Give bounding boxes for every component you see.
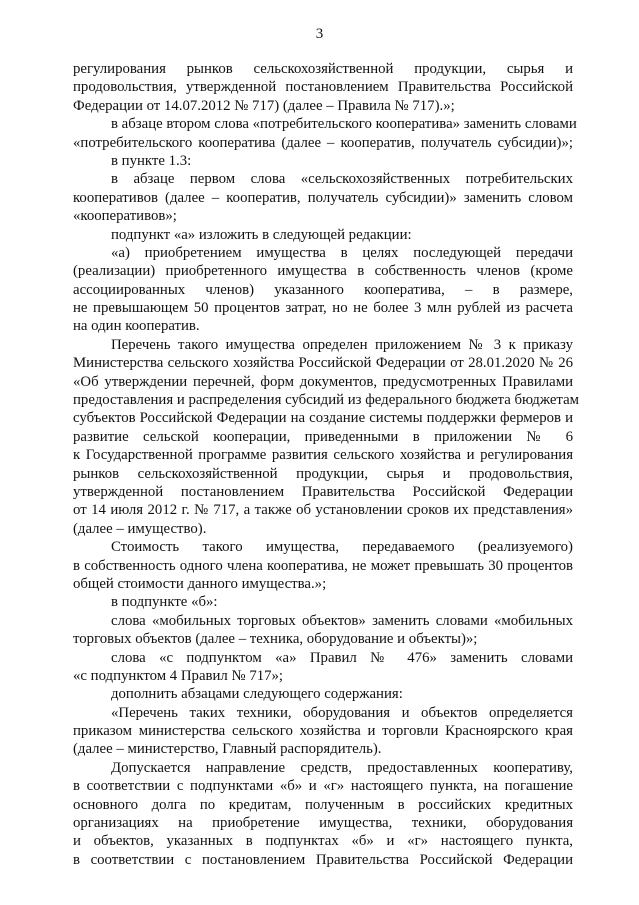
text-line: дополнить абзацами следующего содержания: xyxy=(111,686,403,703)
text-line: рынков сельскохозяйственной продукции, сырья и продовольствия, xyxy=(73,465,573,482)
text-line: к Государственной программе развития сельского хозяйства и регулирования xyxy=(73,447,573,464)
text-line: в подпункте «б»: xyxy=(111,594,218,611)
text-line: (далее – министерство, Главный распорядитель). xyxy=(73,741,382,758)
text-line: торговых объектов (далее – техника, оборудование и объекты)»; xyxy=(73,631,478,648)
text-line: (реализации) приобретенного имущества в собственность членов (кроме xyxy=(73,263,573,280)
text-line: в абзаце втором слова «потребительского кооператива» заменить словами xyxy=(111,116,577,133)
text-line: на один кооператив. xyxy=(73,318,200,335)
text-line: «с подпунктом 4 Правил № 717»; xyxy=(73,667,284,684)
text-line: не превышающем 50 процентов затрат, но не более 3 млн рублей из расчета xyxy=(73,300,573,317)
text-line: в пункте 1.3: xyxy=(111,152,192,169)
text-line: в соответствии с подпунктами «б» и «г» настоящего пункта, на погашение xyxy=(73,778,573,795)
text-line: Федерации от 14.07.2012 № 717) (далее – Правила № 717).»; xyxy=(73,97,455,114)
document-body xyxy=(73,60,580,869)
text-line: слова «мобильных торговых объектов» заменить словами «мобильных xyxy=(111,612,573,629)
text-line: организациях на приобретение имущества, техники, оборудования xyxy=(73,815,573,832)
text-line: подпункт «а» изложить в следующей редакции: xyxy=(111,226,412,243)
text-line: приказом министерства сельского хозяйства и торговли Красноярского края xyxy=(73,723,573,740)
text-line: субъектов Российской Федерации на создание системы поддержки фермеров и xyxy=(73,410,573,427)
text-line: ассоциированных членов) указанного кооператива, – в размере, xyxy=(73,281,573,298)
text-line: Перечень такого имущества определен приложением № 3 к приказу xyxy=(111,336,573,353)
text-line: «Перечень таких техники, оборудования и объектов определяется xyxy=(111,704,573,721)
text-line: в соответствии с постановлением Правительства Российской Федерации xyxy=(73,851,573,868)
text-line: Министерства сельского хозяйства Российской Федерации от 28.01.2020 № 26 xyxy=(73,355,573,372)
text-line: общей стоимости данного имущества.»; xyxy=(73,575,327,592)
text-line: утвержденной постановлением Правительства Российской Федерации xyxy=(73,483,573,500)
text-line: предоставления и распределения субсидий из федерального бюджета бюджетам xyxy=(73,392,580,409)
text-line: продовольствия, утвержденной постановлением Правительства Российской xyxy=(73,79,573,96)
text-line: «потребительского кооператива (далее – кооператив, получатель субсидии)»; xyxy=(73,134,573,151)
text-line: слова «с подпунктом «а» Правил № 476» заменить словами xyxy=(111,649,573,666)
text-line: «кооперативов»; xyxy=(73,208,177,225)
text-line: основного долга по кредитам, полученным в российских кредитных xyxy=(73,796,573,813)
text-line: в абзаце первом слова «сельскохозяйственных потребительских xyxy=(111,171,573,188)
text-line: (далее – имущество). xyxy=(73,520,207,537)
text-line: от 14 июля 2012 г. № 717, а также об установлении сроков их представления» xyxy=(73,502,573,519)
text-line: развитие сельской кооперации, приведенными в приложении № 6 xyxy=(73,428,573,445)
text-line: «а) приобретением имущества в целях последующей передачи xyxy=(111,244,573,261)
page-number: 3 xyxy=(315,26,324,42)
text-line: в собственность одного члена кооператива, не может превышать 30 процентов xyxy=(73,557,573,574)
text-line: Стоимость такого имущества, передаваемого (реализуемого) xyxy=(111,539,573,556)
text-line: кооперативов (далее – кооператив, получатель субсидии)» заменить словом xyxy=(73,189,573,206)
text-line: регулирования рынков сельскохозяйственной продукции, сырья и xyxy=(73,61,573,77)
text-line: и объектов, указанных в подпунктах «б» и «г» настоящего пункта, xyxy=(73,833,573,850)
text-line: Допускается направление средств, предоставленных кооперативу, xyxy=(111,759,573,776)
text-line: «Об утверждении перечней, форм документов, предусмотренных Правилами xyxy=(73,373,573,390)
